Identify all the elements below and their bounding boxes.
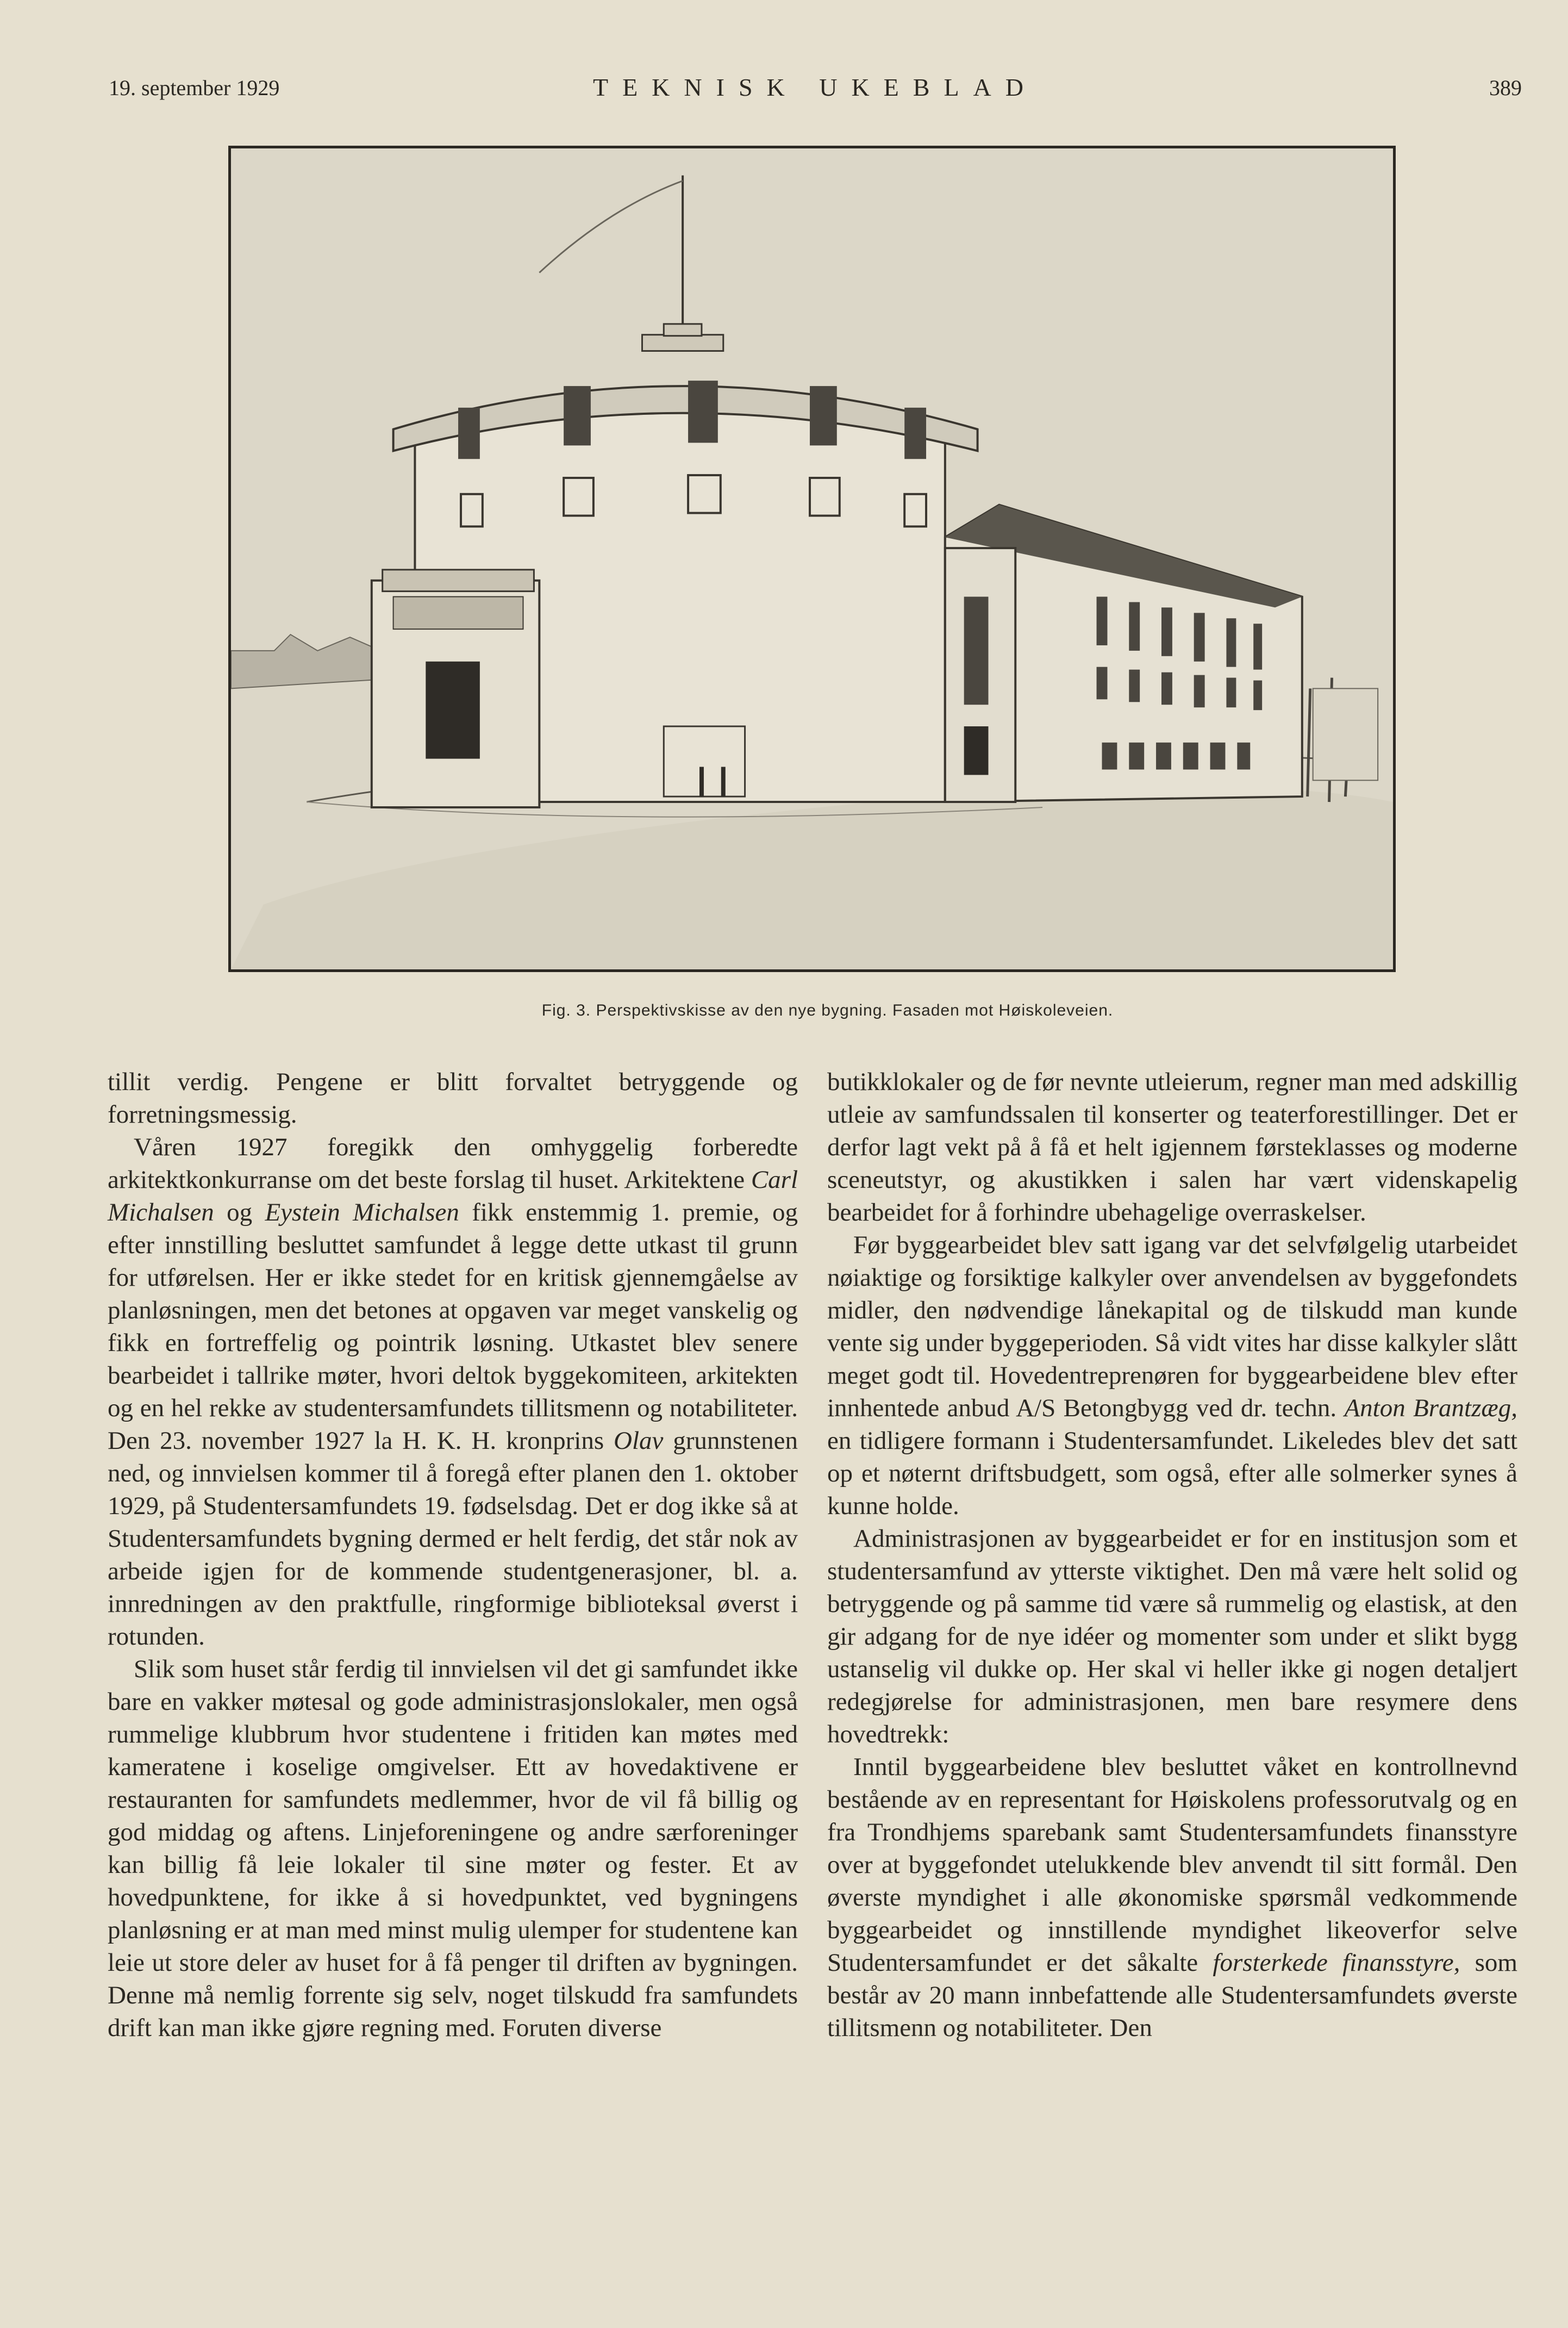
right-paragraph-4: Inntil byggearbeidene blev besluttet våket en kontrollnevnd bestående av en representant for Høiskolens professorutvalg og en fra Trondhjems sparebank samt Studentersamfundets finansstyre over at byggefondet utelukkende blev anvendt til sitt formål. Den øverste myndighet i alle økonomiske spørsmål vedkommende byggearbeidet og innstillende myndighet likeoverfor selve Studentersamfundet er det såkalte forsterkede finansstyre, som består av 20 mann innbefattende alle Studentersamfundets øverste tillitsmenn og notabiliteter. Den xyxy=(827,1753,1517,2042)
running-header xyxy=(109,75,1522,113)
left-paragraph-1: tillit verdig. Pengene er blitt forvaltet betryggende og forretningsmessig. xyxy=(108,1068,798,1129)
left-paragraph-3: Slik som huset står ferdig til innvielsen vil det gi samfundet ikke bare en vakker møtesal og gode administrasjonslokaler, men også rummelige klubbrum hvor studentene i fritiden kan møtes med kameratene i koselige omgivelser. Ett av hovedaktivene er restauranten for samfundets medlemmer, hvor de vil få billig og god middag og aftens. Linjeforeningene og andre særforeninger kan billig få leie lokaler til sine møter og fester. Et av hovedpunktene, for ikke å si hovedpunktet, ved bygningens planløsning er at man med minst mulig ulemper for studentene kan leie ut store deler av huset for å få penger til driften av bygningen. Denne må nemlig forrente sig selv, noget tilskudd fra samfundets drift kan man ikke gjøre regning med. Foruten diverse xyxy=(108,1655,798,2042)
contractor-name: Anton Brantzæg, xyxy=(1344,1394,1517,1422)
left-column xyxy=(108,1066,798,2207)
architect-name-1: Carl Michalsen xyxy=(108,1166,798,1227)
architect-name-2: Eystein Michalsen xyxy=(265,1198,459,1227)
prince-name: Olav xyxy=(614,1427,664,1455)
right-column xyxy=(827,1066,1517,2207)
right-paragraph-1: butikklokaler og de før nevnte utleierum, regner man med adskillig utleie av samfundssalen til konserter og teaterforestillinger. Det er derfor lagt vekt på å få et helt igjennem førsteklasses og moderne sceneutstyr, og akustikken i salen har vært videnskapelig bearbeidet for å forhindre ubehagelige overraskelser. xyxy=(827,1068,1517,1227)
journal-title: TEKNISK UKEBLAD xyxy=(592,73,1038,101)
board-name: forsterkede finansstyre, xyxy=(1213,1949,1460,1977)
page-number: 389 xyxy=(1489,76,1522,100)
header-date: 19. september 1929 xyxy=(109,76,280,100)
right-paragraph-3: Administrasjonen av byggearbeidet er for en institusjon som et studentersamfund av ytterste viktighet. Den må være helt solid og betryggende og på samme tid være så rummelig og elastisk, at den gir adgang for de nye idéer og momenter som under et slikt bygg ustanselig vil dukke op. Her skal vi heller ikke gi nogen detaljert redegjørelse for administrasjonen, men bare resymere dens hovedtrekk: xyxy=(827,1524,1517,1748)
left-paragraph-2: Våren 1927 foregikk den omhyggelig forberedte arkitektkonkurranse om det beste forslag til huset. Arkitektene Carl Michalsen og Eystein Michalsen fikk enstemmig 1. premie, og efter innstilling besluttet samfundet å legge dette utkast til grunn for utførelsen. Her er ikke stedet for en kritisk gjennemgåelse av planløsningen, men det betones at opgaven var meget vanskelig og fikk en fortreffelig og pointrik løsning. Utkastet blev senere bearbeidet i tallrike møter, hvori deltok byggekomiteen, arkitekten og en hel rekke av studentersamfundets tillitsmenn og notabiliteter. Den 23. november 1927 la H. K. H. kronprins Olav grunnstenen ned, og innvielsen kommer til å foregå efter planen den 1. oktober 1929, på Studentersamfundets 19. fødselsdag. Det er dog ikke så at Studentersamfundets bygning dermed er helt ferdig, det står nok av arbeide igjen for de kommende studentgenerasjoner, bl. a. innredningen av den praktfulle, ringformige biblioteksal øverst i rotunden. xyxy=(108,1133,798,1651)
building-perspective-illustration xyxy=(231,148,1393,969)
figure-caption: Fig. 3. Perspektivskisse av den nye bygning. Fasaden mot Høiskoleveien. xyxy=(541,1001,1114,1019)
right-paragraph-2: Før byggearbeidet blev satt igang var det selvfølgelig utarbeidet nøiaktige og forsiktige kalkyler over anvendelsen av byggefondets midler, den nødvendige lånekapital og de tilskudd man kunde vente sig under byggeperioden. Så vidt vites har disse kalkyler slått meget godt til. Hovedentreprenøren for byggearbeidene blev efter innhentede anbud A/S Betongbygg ved dr. techn. Anton Brantzæg, en tidligere formann i Studentersamfundet. Likeledes blev det satt op et nøternt driftsbudgett, som også, efter alle solmerker synes å kunne holde. xyxy=(827,1231,1517,1520)
building-sketch-figure xyxy=(228,146,1396,972)
